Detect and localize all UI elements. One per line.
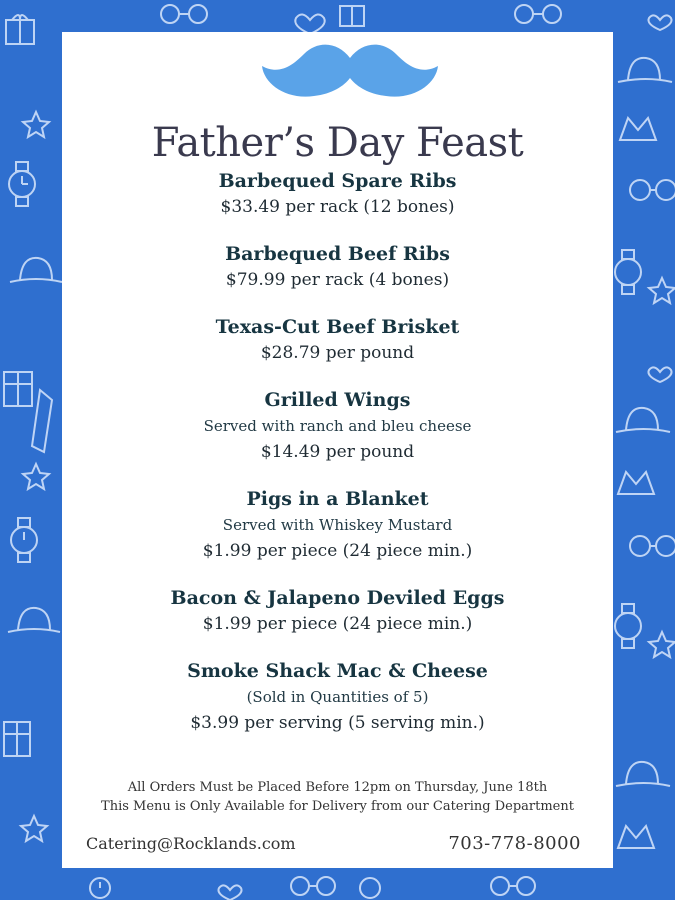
menu-item-note: (Sold in Quantities of 5)	[246, 688, 429, 706]
menu-item-price: $28.79 per pound	[260, 343, 415, 363]
menu-item-price: $79.99 per rack (4 bones)	[225, 270, 450, 290]
menu-item	[62, 585, 613, 637]
menu-item-name: Bacon & Jalapeno Deviled Eggs	[170, 587, 505, 609]
menu-item	[62, 486, 613, 564]
contact-phone[interactable]: 703-778-8000	[448, 833, 581, 854]
menu-item-note: Served with Whiskey Mustard	[222, 516, 453, 534]
menu-item	[62, 387, 613, 465]
contact-email[interactable]: Catering@Rocklands.com	[86, 834, 296, 853]
menu-item-name: Grilled Wings	[264, 389, 411, 411]
menu-item-price: $14.49 per pound	[260, 442, 415, 462]
menu-list	[62, 168, 613, 757]
menu-item-price: $33.49 per rack (12 bones)	[220, 197, 455, 217]
menu-item-name: Barbequed Beef Ribs	[225, 243, 450, 265]
page-title: Father’s Day Feast	[151, 120, 524, 166]
menu-item-price: $1.99 per piece (24 piece min.)	[202, 541, 473, 561]
mustache-icon	[258, 40, 442, 102]
menu-item	[62, 314, 613, 366]
menu-item-name: Pigs in a Blanket	[246, 488, 429, 510]
order-notes	[62, 778, 613, 816]
menu-item-price: $1.99 per piece (24 piece min.)	[202, 614, 473, 634]
menu-item	[62, 241, 613, 293]
menu-item	[62, 168, 613, 220]
menu-item-name: Texas-Cut Beef Brisket	[215, 316, 460, 338]
menu-item-name: Smoke Shack Mac & Cheese	[187, 660, 488, 682]
menu-item	[62, 658, 613, 736]
menu-item-name: Barbequed Spare Ribs	[218, 170, 457, 192]
delivery-note: This Menu is Only Available for Delivery from our Catering Department	[101, 799, 574, 814]
menu-item-price: $3.99 per serving (5 serving min.)	[190, 713, 485, 733]
menu-item-note: Served with ranch and bleu cheese	[203, 417, 472, 435]
order-deadline-note: All Orders Must be Placed Before 12pm on Thursday, June 18th	[127, 780, 548, 795]
